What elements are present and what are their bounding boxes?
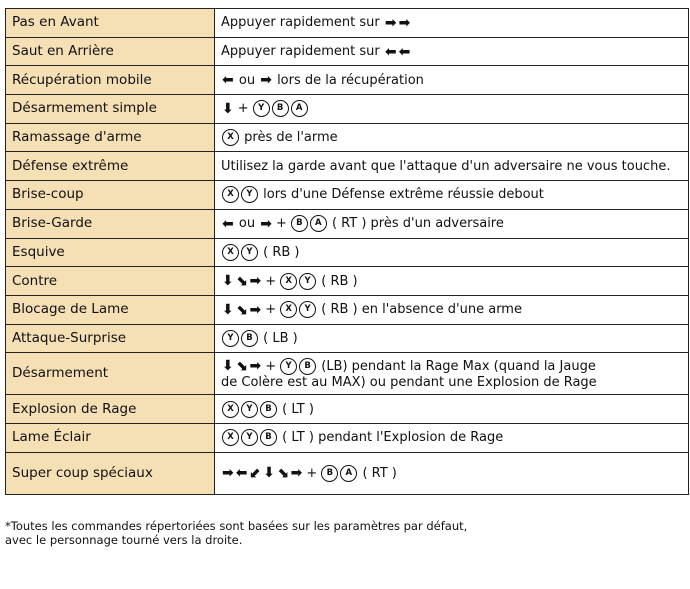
move-name-cell <box>6 238 215 267</box>
button-b-icon: B <box>241 330 258 347</box>
button-b-icon: B <box>291 215 308 232</box>
command-text: ( LT ) pendant l'Explosion de Rage <box>278 430 504 446</box>
move-command-cell <box>215 37 689 66</box>
button-x-icon: X <box>280 273 297 290</box>
move-name: Désarmement simple <box>12 100 157 117</box>
button-y-icon: Y <box>299 273 316 290</box>
move-command-cell <box>215 66 689 95</box>
move-command-cell <box>215 209 689 238</box>
button-y-icon: Y <box>253 100 270 117</box>
arrow-downright-icon: ⬊ <box>235 273 248 290</box>
command-text: ( LB ) <box>259 330 298 346</box>
arrow-right-icon: ➡ <box>260 72 272 89</box>
move-name-cell <box>6 267 215 296</box>
table-row <box>6 9 689 38</box>
table-row <box>6 267 689 296</box>
table-row <box>6 152 689 181</box>
move-command-cell <box>215 324 689 353</box>
plus-sign: + <box>265 302 277 318</box>
move-command-cell <box>215 95 689 124</box>
table-row <box>6 452 689 494</box>
move-name-cell <box>6 395 215 424</box>
command-text: ( RB ) <box>259 244 300 260</box>
button-y-icon: Y <box>222 330 239 347</box>
plus-sign: + <box>265 358 277 374</box>
button-y-icon: Y <box>299 301 316 318</box>
move-name-cell <box>6 181 215 210</box>
move-command-cell <box>215 395 689 424</box>
move-name-cell <box>6 324 215 353</box>
move-command-cell <box>215 423 689 452</box>
table-row <box>6 353 689 395</box>
table-row <box>6 395 689 424</box>
move-command-cell <box>215 353 689 395</box>
footnote-line-2: avec le personnage tourné vers la droite. <box>5 533 243 547</box>
footnote <box>5 519 685 547</box>
table-row <box>6 95 689 124</box>
command-text: ( RB ) en l'absence d'une arme <box>317 302 522 318</box>
button-a-icon: A <box>310 215 327 232</box>
arrow-left-icon: ⬅ <box>222 215 234 232</box>
arrow-right-icon: ➡ <box>222 465 234 482</box>
arrow-down-icon: ⬇ <box>222 100 234 117</box>
button-b-icon: B <box>260 429 277 446</box>
arrow-downright-icon: ⬊ <box>276 465 289 482</box>
table-row <box>6 181 689 210</box>
table-row <box>6 37 689 66</box>
move-name-cell <box>6 353 215 395</box>
command-text: Utilisez la garde avant que l'attaque d'un adversaire ne vous touche. <box>221 158 671 174</box>
move-command-cell <box>215 452 689 494</box>
move-name: Saut en Arrière <box>12 43 114 60</box>
move-name-cell <box>6 95 215 124</box>
move-command-cell <box>215 152 689 181</box>
plus-sign: + <box>265 273 277 289</box>
button-b-icon: B <box>321 465 338 482</box>
table-row <box>6 123 689 152</box>
command-text: près de l'arme <box>240 130 338 146</box>
arrow-downright-icon: ⬊ <box>235 301 248 318</box>
command-text: de Colère est au MAX) ou pendant une Explosion de Rage <box>221 374 597 390</box>
move-name: Ramassage d'arme <box>12 129 142 146</box>
button-y-icon: Y <box>241 244 258 261</box>
move-name: Contre <box>12 272 58 289</box>
button-a-icon: A <box>340 465 357 482</box>
arrow-down-icon: ⬇ <box>222 301 234 318</box>
move-name-cell <box>6 152 215 181</box>
button-b-icon: B <box>299 358 316 375</box>
plus-sign: + <box>275 216 287 232</box>
command-text: Appuyer rapidement sur <box>221 44 384 60</box>
command-text: ou <box>234 72 260 88</box>
button-x-icon: X <box>222 429 239 446</box>
move-name-cell <box>6 423 215 452</box>
table-row <box>6 209 689 238</box>
move-name: Attaque-Surprise <box>12 329 127 346</box>
plus-sign: + <box>237 101 249 117</box>
move-name: Récupération mobile <box>12 71 152 88</box>
move-name-cell <box>6 66 215 95</box>
move-name: Esquive <box>12 243 65 260</box>
arrow-right-icon: ➡ <box>260 215 272 232</box>
button-y-icon: Y <box>241 401 258 418</box>
move-command-cell <box>215 123 689 152</box>
move-name-cell <box>6 37 215 66</box>
table-row <box>6 324 689 353</box>
move-name: Blocage de Lame <box>12 301 129 318</box>
table-row <box>6 238 689 267</box>
arrow-left-icon: ⬅ <box>222 72 234 89</box>
move-name: Brise-coup <box>12 186 84 203</box>
button-x-icon: X <box>222 244 239 261</box>
command-text: lors d'une Défense extrême réussie debout <box>259 187 544 203</box>
table-row <box>6 66 689 95</box>
move-command-cell <box>215 181 689 210</box>
command-text: Appuyer rapidement sur <box>221 15 384 31</box>
button-b-icon: B <box>272 100 289 117</box>
arrow-down-icon: ⬇ <box>222 358 234 375</box>
button-a-icon: A <box>291 100 308 117</box>
move-command-cell <box>215 238 689 267</box>
arrow-left-icon: ⬅ <box>398 43 411 60</box>
command-text: (LB) pendant la Rage Max (quand la Jauge <box>317 358 596 374</box>
arrow-downright-icon: ⬊ <box>235 358 248 375</box>
arrow-right-icon: ➡ <box>398 14 411 31</box>
button-y-icon: Y <box>241 429 258 446</box>
command-text: ( RT ) près d'un adversaire <box>327 216 504 232</box>
button-x-icon: X <box>222 129 239 146</box>
arrow-left-icon: ⬅ <box>384 43 397 60</box>
button-x-icon: X <box>222 186 239 203</box>
button-y-icon: Y <box>280 358 297 375</box>
move-name-cell <box>6 123 215 152</box>
command-text: lors de la récupération <box>272 72 424 88</box>
table-row <box>6 295 689 324</box>
arrow-down-icon: ⬇ <box>222 273 234 290</box>
button-x-icon: X <box>280 301 297 318</box>
command-text: ou <box>234 216 260 232</box>
arrow-right-icon: ➡ <box>249 301 262 318</box>
move-name-cell <box>6 209 215 238</box>
button-x-icon: X <box>222 401 239 418</box>
arrow-right-icon: ➡ <box>384 14 397 31</box>
move-name: Super coup spéciaux <box>12 464 153 481</box>
button-y-icon: Y <box>241 186 258 203</box>
footnote-line-1: *Toutes les commandes répertoriées sont basées sur les paramètres par défaut, <box>5 519 468 533</box>
move-name: Explosion de Rage <box>12 400 137 417</box>
move-name: Lame Éclair <box>12 429 91 446</box>
move-name-cell <box>6 452 215 494</box>
arrow-downleft-icon: ⬋ <box>249 465 262 482</box>
command-text: ( RB ) <box>317 273 358 289</box>
move-name: Désarmement <box>12 365 109 382</box>
move-name-cell <box>6 295 215 324</box>
move-name-cell <box>6 9 215 38</box>
arrow-right-icon: ➡ <box>249 273 262 290</box>
move-command-cell <box>215 9 689 38</box>
move-command-cell <box>215 267 689 296</box>
command-text: ( RT ) <box>358 465 397 481</box>
arrow-right-icon: ➡ <box>249 358 262 375</box>
command-text: ( LT ) <box>278 401 314 417</box>
command-table-body <box>6 9 689 495</box>
move-name: Pas en Avant <box>12 14 99 31</box>
move-command-cell <box>215 295 689 324</box>
arrow-down-icon: ⬇ <box>263 465 275 482</box>
move-name: Brise-Garde <box>12 215 93 232</box>
command-table <box>5 8 689 495</box>
move-name: Défense extrême <box>12 157 129 174</box>
plus-sign: + <box>306 465 318 481</box>
button-b-icon: B <box>260 401 277 418</box>
table-row <box>6 423 689 452</box>
arrow-left-icon: ⬅ <box>235 465 248 482</box>
arrow-right-icon: ➡ <box>290 465 303 482</box>
